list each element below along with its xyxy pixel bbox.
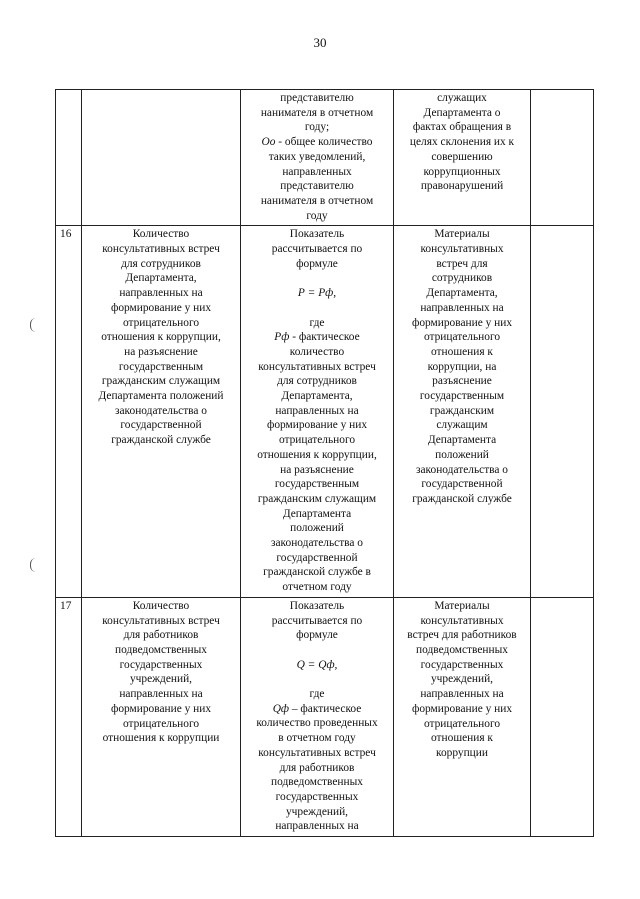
formula-text: - фактическое (289, 331, 360, 344)
source-line: разъяснение (432, 375, 492, 388)
formula-symbol: Рф (274, 331, 290, 344)
formula-text: подведомственных (271, 776, 363, 789)
formula-text: – фактическое (289, 702, 362, 715)
source-line: Департамента, (426, 287, 498, 300)
formula-line (243, 345, 391, 360)
formula-text: таких уведомлений, (268, 150, 366, 163)
formula-line (243, 521, 391, 536)
source-line: встреч для (436, 257, 488, 270)
formula-text: отрицательного (278, 434, 356, 447)
formula-text: государственным (274, 478, 360, 491)
formula-text: направленных (282, 165, 352, 178)
indicator-line: Количество (132, 599, 190, 612)
spacer (243, 271, 391, 286)
indicator-line: учреждений, (129, 673, 193, 686)
formula-line (243, 463, 391, 478)
source-cell (394, 597, 531, 836)
formula-line (243, 565, 391, 580)
formula-text: где (309, 316, 325, 329)
formula-text: государственных (275, 790, 359, 803)
formula-text: отношения к коррупции, (257, 448, 377, 461)
source-line: гражданской службе (412, 492, 512, 505)
formula-cell (241, 597, 394, 836)
formula-symbol: Р = Рф, (297, 287, 337, 300)
formula-text: для работников (279, 761, 355, 774)
source-line: целях склонения их к (409, 136, 515, 149)
source-line: учреждений, (430, 673, 494, 686)
formula-symbol: Q = Qф, (296, 658, 338, 671)
formula-line (243, 551, 391, 566)
formula-line (243, 374, 391, 389)
formula-line (243, 179, 391, 194)
formula-text: гражданской службе в (263, 566, 371, 579)
formula-line (243, 404, 391, 419)
formula-text: положений (290, 522, 344, 535)
formula-text: году (306, 209, 328, 222)
formula-text: количество (289, 345, 345, 358)
source-line: гражданским (429, 404, 495, 417)
source-line: государственной (421, 478, 503, 491)
formula-text: представителю (280, 180, 354, 193)
formula-text: рассчитывается по (271, 243, 363, 256)
row-number: 17 (60, 599, 72, 612)
empty-cell (531, 90, 594, 226)
margin-mark (30, 558, 37, 572)
source-line: законодательства о (416, 463, 508, 476)
indicator-cell (82, 597, 241, 836)
formula-text: гражданским служащим (257, 492, 377, 505)
indicator-line: государственным (118, 360, 204, 373)
margin-mark (30, 318, 37, 332)
formula-line (243, 448, 391, 463)
formula-line (243, 628, 391, 643)
formula-line (243, 150, 391, 165)
row-number: 16 (60, 228, 72, 241)
indicator-line: консультативных встреч (102, 243, 220, 256)
indicator-line: формирование у них (110, 702, 212, 715)
indicator-line: гражданской службе (111, 434, 211, 447)
spacer (243, 672, 391, 687)
formula-text: - общее количество (275, 136, 373, 149)
indicator-table (55, 89, 594, 837)
formula-text: Показатель (289, 599, 345, 612)
formula-line (243, 536, 391, 551)
formula-line (243, 227, 391, 242)
formula-line (243, 702, 391, 717)
formula-text: Показатель (289, 228, 345, 241)
source-line: коррупции (436, 746, 488, 759)
indicator-line: отношения к коррупции (102, 732, 220, 745)
indicator-line: государственной (120, 419, 202, 432)
formula-text: консультативных встреч (258, 360, 376, 373)
page-number: 30 (313, 35, 327, 50)
formula-text: Департамента (282, 507, 352, 520)
formula-line (243, 580, 391, 595)
source-line: государственным (419, 390, 505, 403)
indicator-line: направленных на (119, 688, 203, 701)
formula-text: нанимателя в отчетном (260, 106, 374, 119)
indicator-line: Количество (132, 228, 190, 241)
formula-text: представителю (280, 92, 354, 104)
formula-line (243, 286, 391, 301)
source-line: направленных на (420, 688, 504, 701)
formula-text: отчетном году (282, 581, 352, 594)
source-line: сотрудников (431, 272, 493, 285)
source-line: отрицательного (423, 717, 501, 730)
formula-text: формирование у них (266, 419, 368, 432)
formula-symbol: Qф (272, 702, 290, 715)
formula-line (243, 599, 391, 614)
indicator-line: отрицательного (122, 717, 200, 730)
formula-text: формуле (296, 257, 338, 270)
formula-line (243, 790, 391, 805)
source-line: Департамента (427, 434, 497, 447)
formula-text: государственной (276, 551, 358, 564)
formula-line (243, 687, 391, 702)
formula-text: направленных на (275, 404, 359, 417)
source-line: положений (435, 448, 489, 461)
indicator-line: для сотрудников (121, 257, 201, 270)
formula-cell (241, 90, 394, 226)
indicator-line: Департамента положений (98, 390, 224, 403)
formula-line (243, 507, 391, 522)
formula-text: на разъяснение (280, 463, 354, 476)
table-row (56, 226, 594, 598)
source-line: отношения к (431, 345, 493, 358)
indicator-line: государственных (119, 658, 203, 671)
formula-text: где (309, 688, 325, 701)
indicator-line: гражданским служащим (101, 375, 221, 388)
source-line: служащим (436, 419, 488, 432)
source-line: служащих (437, 92, 487, 104)
formula-text: направленных на (275, 820, 359, 833)
indicator-line: отрицательного (122, 316, 200, 329)
formula-line (243, 433, 391, 448)
empty-cell (531, 597, 594, 836)
indicator-line: направленных на (119, 287, 203, 300)
formula-line (243, 242, 391, 257)
formula-line (243, 257, 391, 272)
source-line: подведомственных (416, 643, 508, 656)
formula-line (243, 477, 391, 492)
indicator-line: для работников (123, 629, 199, 642)
formula-line (243, 91, 391, 106)
formula-text: для сотрудников (277, 375, 357, 388)
formula-text: нанимателя в отчетном (260, 194, 374, 207)
row-number-cell (56, 226, 82, 598)
formula-symbol: Оо (261, 136, 276, 149)
formula-text: Департамента, (281, 390, 353, 403)
source-line: консультативных (420, 243, 504, 256)
formula-line (243, 658, 391, 673)
formula-text: рассчитывается по (271, 614, 363, 627)
source-line: консультативных (420, 614, 504, 627)
formula-line (243, 418, 391, 433)
source-line: коррупции, на (427, 360, 497, 373)
formula-text: законодательства о (271, 537, 363, 550)
indicator-line: законодательства о (115, 404, 207, 417)
formula-line (243, 731, 391, 746)
source-line: формирование у них (411, 702, 513, 715)
source-line: фактах обращения в (412, 121, 512, 134)
formula-line (243, 614, 391, 629)
empty-cell (531, 226, 594, 598)
formula-line (243, 716, 391, 731)
formula-text: году; (304, 121, 330, 134)
source-cell (394, 226, 531, 598)
indicator-line: отношения к коррупции, (101, 331, 221, 344)
indicator-cell (82, 226, 241, 598)
table-row (56, 90, 594, 226)
formula-line (243, 819, 391, 834)
source-line: встреч для работников (407, 629, 517, 642)
indicator-line: подведомственных (115, 643, 207, 656)
source-line: направленных на (420, 301, 504, 314)
source-line: правонарушений (420, 180, 504, 193)
indicator-cell (82, 90, 241, 226)
formula-line (243, 120, 391, 135)
indicator-line: Департамента, (125, 272, 197, 285)
formula-line (243, 135, 391, 150)
source-line: коррупционных (423, 165, 501, 178)
indicator-line: на разъяснение (124, 345, 198, 358)
formula-text: количество проведенных (256, 717, 378, 730)
formula-line (243, 360, 391, 375)
formula-line (243, 746, 391, 761)
formula-line (243, 316, 391, 331)
source-line: формирование у них (411, 316, 513, 329)
spacer (243, 643, 391, 658)
source-cell (394, 90, 531, 226)
source-line: отношения к (431, 732, 493, 745)
formula-line (243, 330, 391, 345)
formula-line (243, 165, 391, 180)
source-line: государственных (420, 658, 504, 671)
source-line: совершению (431, 150, 493, 163)
formula-line (243, 106, 391, 121)
formula-text: консультативных встреч (258, 746, 376, 759)
source-line: Департамента о (423, 106, 501, 119)
formula-line (243, 775, 391, 790)
formula-text: формуле (296, 629, 338, 642)
row-number-cell (56, 597, 82, 836)
formula-text: учреждений, (285, 805, 349, 818)
indicator-line: консультативных встреч (102, 614, 220, 627)
formula-line (243, 761, 391, 776)
formula-line (243, 194, 391, 209)
indicator-line: формирование у них (110, 301, 212, 314)
formula-line (243, 209, 391, 224)
row-number-cell (56, 90, 82, 226)
table-row (56, 597, 594, 836)
formula-cell (241, 226, 394, 598)
formula-line (243, 805, 391, 820)
source-line: Материалы (434, 228, 490, 241)
formula-line (243, 389, 391, 404)
source-line: Материалы (434, 599, 490, 612)
formula-text: в отчетном году (278, 732, 356, 745)
spacer (243, 301, 391, 316)
formula-line (243, 492, 391, 507)
source-line: отрицательного (423, 331, 501, 344)
